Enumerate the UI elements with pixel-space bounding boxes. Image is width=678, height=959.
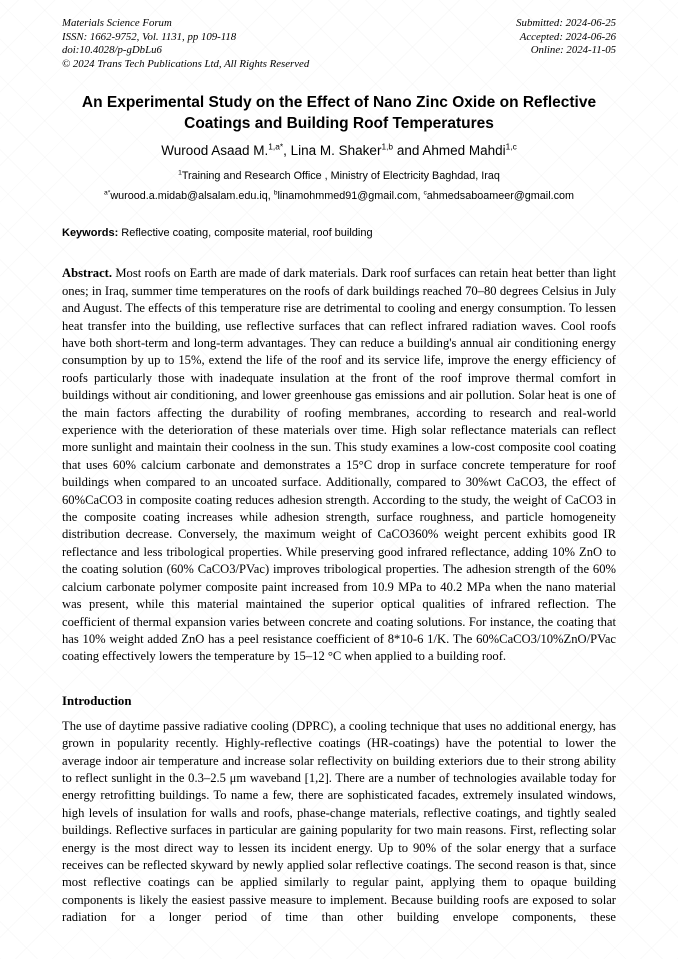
- header-dates: [516, 17, 616, 58]
- author-superscript: 1,a*: [268, 141, 284, 152]
- affiliation-superscript: 1: [178, 169, 182, 177]
- issn-volume-line: ISSN: 1662-9752, Vol. 1131, pp 109-118: [62, 30, 237, 43]
- affiliation-line: [62, 170, 616, 183]
- affiliation-text: Training and Research Office , Ministry of Electricity Baghdad, Iraq: [181, 170, 500, 183]
- submitted-date: Submitted: 2024-06-25: [516, 17, 616, 29]
- author-superscript: 1,c: [505, 141, 517, 152]
- keywords-label: Keywords:: [62, 227, 119, 240]
- keywords-line: [62, 226, 616, 240]
- author-name: and Ahmed Mahdi: [393, 143, 506, 159]
- page-header: [62, 17, 616, 71]
- keywords-text: Reflective coating, composite material, roof building: [118, 227, 373, 240]
- introduction-paragraph: The use of daytime passive radiative cooling (DPRC), a cooling technique that uses no additional energy, has grown in popularity recently. Highly-reflective coatings (HR-coatings) have the potential to lower the average indoor air temperature and increase solar reflectivity on building exteriors due to their strong ability to reflect sunlight in the 0.3–2.5 μm waveband [1,2]. There are a number of technologies available today for energy retrofitting buildings. To name a few, there are sophisticated facades, extremely insulated windows, high levels of insulation for walls and roofs, phase-change materials, reflective coatings, and tightly sealed buildings. Reflective surfaces in particular are gaining popularity for two main reasons. First, reflecting solar energy is the most direct way to lessen its incident energy. Up to 90% of the solar energy that a surface receives can be reflected skyward by newly applied solar reflective coatings. The second reason is that, since most reflective coatings can be applied similarly to regular paint, applying them to opaque building components is likely the easiest passive measure to implement. Because building roofs are exposed to solar radiation for a longer period of time than other building envelope components, these: [62, 718, 616, 925]
- email-address: ahmedsaboameer@gmail.com: [426, 190, 574, 203]
- abstract-text: Most roofs on Earth are made of dark materials. Dark roof surfaces can retain heat better than light ones; in Iraq, summer time temperatures on the roofs of dark buildings reached 70–80 degrees Celsius in July and August. The effects of this temperature rise are detrimental to cooling and energy consumption. To lessen heat transfer into the building, use reflective surfaces that can reflect infrared radiation waves. Cool roofs have both short-term and long-term advantages. They can reduce a building's annual air conditioning energy consumption by up to 15%, extend the life of the roof and its service life, improve the energy efficiency of roofs particularly those with inadequate insulation at the front of the roof improve thermal comfort in buildings without air conditioning, and lower greenhouse gas emissions and air pollution. Solar heat is one of the main factors affecting the durability of roofing membranes, according to research and real-world experience with the deterioration of these materials over time. High solar reflectance materials can reflect more sunlight and maintain their coolness in the sun. This study examines a low-cost composite cool coating that uses 60% calcium carbonate and demonstrates a 15°C drop in surface concrete temperature for roof buildings when compared to an uncoated surface. Additionally, compared to 30%wt CaCO3, the effect of 60%CaCO3 in composite coating reduces adhesion strength. According to the study, the weight of CaCO3 in the composite coating increases while adhesion strength, surface roughness, and particle homogeneity distribution decrease. Conversely, the maximum weight of CaCO360% weight percent exhibits good IR reflectance and less tribological properties. While preserving good infrared reflectance, adding 10% ZnO to the coating solution (60% CaCO3/PVac) improves tribological properties. The adhesion strength of the 60% calcium carbonate polymer composite paint increased from 10.9 MPa to 40.2 MPa when the nano material was present, while this material maintained the superior optical qualities of infrared reflection. The coefficient of thermal expansion varies between concrete and coating solutions. For instance, the coating that has 10% weight added ZnO has a peel resistance coefficient of 8*10-6 1/K. The 60%CaCO3/10%ZnO/PVac coating effectively lowers the temperature by 15–12 °C when applied to a building roof.: [62, 266, 616, 664]
- copyright-line: © 2024 Trans Tech Publications Ltd, All Rights Reserved: [62, 57, 310, 70]
- online-date: Online: 2024-11-05: [530, 44, 616, 57]
- doi-line: doi:10.4028/p-gDbLu6: [62, 44, 162, 57]
- email-superscript: b: [273, 189, 278, 197]
- author-name: Wurood Asaad M.: [161, 143, 269, 159]
- email-address: linamohmmed91@gmail.com,: [277, 190, 424, 203]
- paper-title: An Experimental Study on the Effect of Nano Zinc Oxide on Reflective Coatings and Building Roof Temperatures: [81, 94, 597, 133]
- email-address: wurood.a.midab@alsalam.edu.iq,: [110, 190, 274, 203]
- section-heading-introduction: Introduction: [62, 693, 132, 708]
- author-name: , Lina M. Shaker: [283, 143, 382, 159]
- abstract-label: Abstract.: [62, 266, 113, 281]
- abstract-paragraph: [62, 265, 616, 665]
- author-superscript: 1,b: [381, 141, 394, 152]
- authors-line: [62, 142, 616, 159]
- accepted-date: Accepted: 2024-06-26: [519, 30, 616, 43]
- email-superscript: c: [423, 189, 427, 197]
- journal-name: Materials Science Forum: [62, 17, 172, 29]
- email-superscript: a*: [104, 189, 111, 197]
- header-publication-info: [62, 17, 309, 71]
- emails-line: [62, 190, 616, 203]
